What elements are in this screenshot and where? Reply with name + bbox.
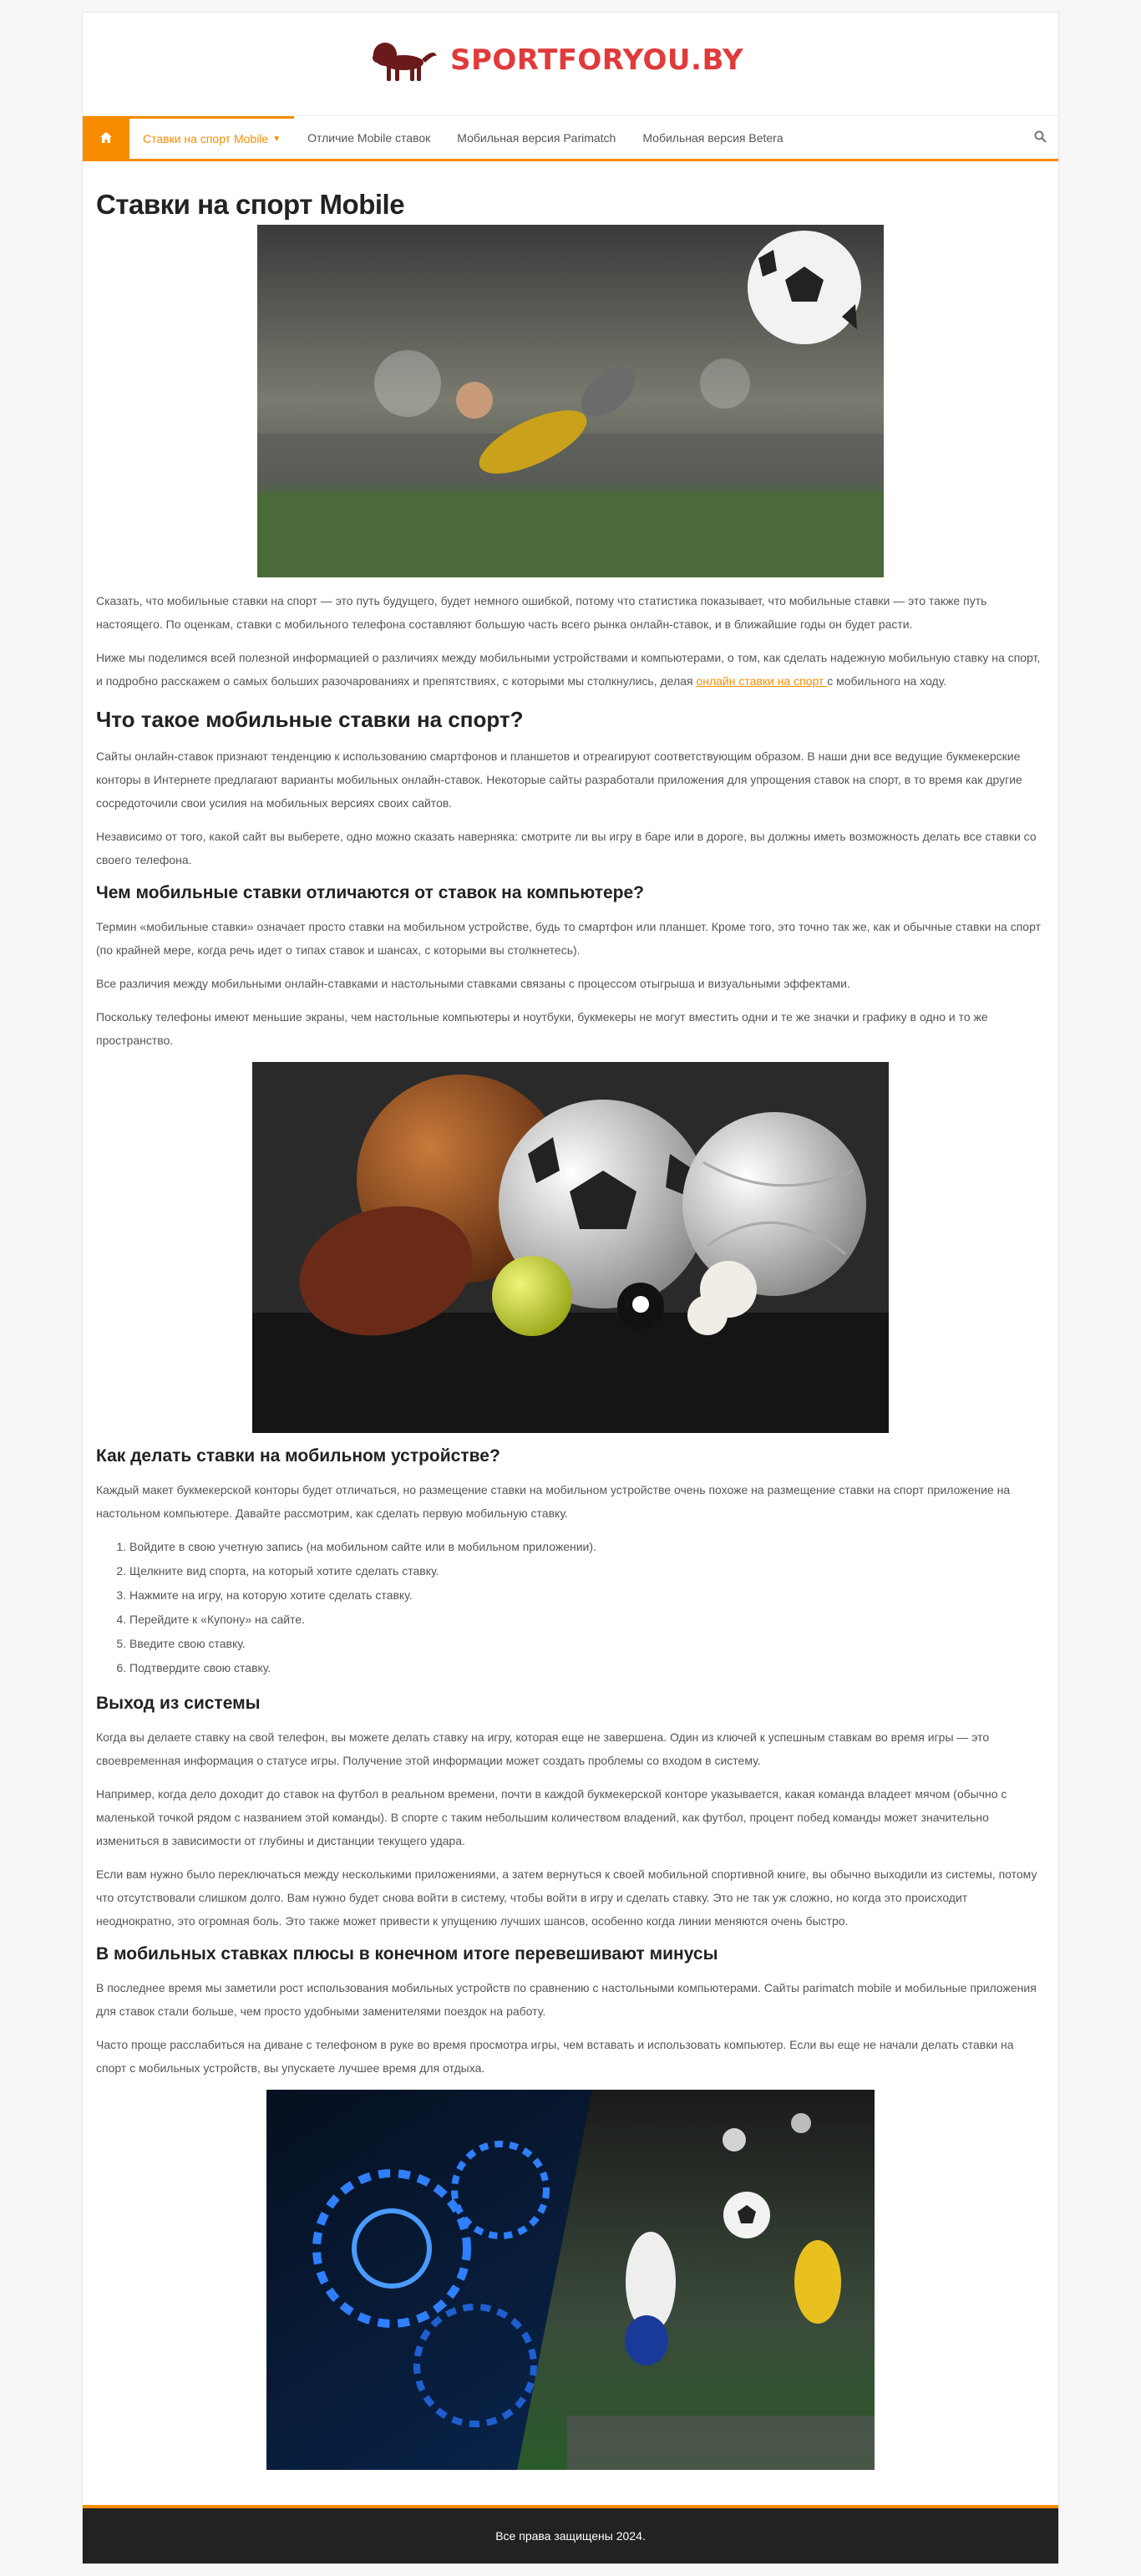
lion-icon [367, 36, 440, 84]
nav-home-button[interactable] [83, 116, 129, 159]
paragraph: Каждый макет букмекерской конторы будет отличаться, но размещение ставки на мобильном устройстве очень похоже на размещение ставки на спорт приложение на настольном компьютере. Давайте рассмотрим, как сделать первую мобильную ставку. [96, 1483, 1011, 1520]
site-footer [83, 2505, 1058, 2563]
paragraph [96, 646, 1045, 693]
page-container [82, 12, 1059, 2564]
paragraph: Термин «мобильные ставки» означает просто ставки на мобильном устройстве, будь то смартфон или планшет. Кроме того, это точно так же, как и обычные ставки на спорт (по крайней мере, когда речь идет о типах ставок и шансах, с которыми вы столкнетесь). [96, 920, 1041, 957]
section-heading: В мобильных ставках плюсы в конечном итоге перевешивают минусы [96, 1944, 718, 1964]
nav-search-button[interactable] [1034, 130, 1047, 147]
list-item: 2. Щелкните вид спорта, на который хотите сделать ставку. [129, 1559, 1045, 1583]
chevron-down-icon: ▼ [272, 134, 281, 144]
online-bets-link[interactable]: онлайн ставки на спорт [696, 674, 828, 688]
site-logo[interactable] [367, 36, 743, 84]
list-item: 6. Подтвердите свою ставку. [129, 1656, 1045, 1680]
paragraph: Часто проще расслабиться на диване с телефоном в руке во время просмотра игры, чем вставать и использовать компьютер. Если вы еще не начали делать ставки на спорт с мобильных устройств, вы упускаете лучшее время для отдыха. [96, 2038, 1014, 2075]
steps-list [129, 1535, 1045, 1680]
paragraph-text: Ниже мы поделимся всей полезной информацией о различиях между мобильными устройствами и компьютерами, о том, как сделать надежную мобильную ставку на спорт, и подробно расскажем о самых больших разочарованиях и препятствиях, с которыми мы столкнулись, делая [96, 651, 1041, 688]
nav-item-otlichie[interactable] [294, 116, 444, 159]
paragraph: Когда вы делаете ставку на свой телефон, вы можете делать ставку на игру, которая еще не завершена. Один из ключей к успешным ставкам во время игры — это своевременная информация о статусе игры. Получение этой информации может создать проблемы со входом в систему. [96, 1730, 990, 1767]
section-heading: Чем мобильные ставки отличаются от ставок на компьютере? [96, 883, 644, 902]
list-item: 1. Войдите в свою учетную запись (на мобильном сайте или в мобильном приложении). [129, 1535, 1045, 1559]
section-heading: Как делать ставки на мобильном устройстве? [96, 1446, 500, 1466]
logo-text: SPORTFORYOU.BY [450, 43, 744, 77]
paragraph-text: с мобильного на ходу. [827, 674, 947, 688]
page-title: Ставки на спорт Mobile [96, 189, 405, 220]
nav-item-label: Мобильная версия Parimatch [457, 130, 616, 145]
paragraph: Например, когда дело доходит до ставок на футбол в реальном времени, почти в каждой букмекерской конторе указывается, какая команда владеет мячом (обычно с маленькой точкой рядом с названием этой команды). В спорте с таким небольшим количеством владений, как футбол, процент побед команды может значительно измениться в зависимости от глубины и дистанции текущего удара. [96, 1787, 1007, 1847]
main-nav [83, 116, 1058, 161]
home-icon [100, 132, 112, 143]
nav-item-stavki-mobile[interactable] [129, 116, 294, 159]
paragraph: Все различия между мобильными онлайн-ставками и настольными ставками связаны с процессом отыгрыша и визуальными эффектами. [96, 977, 850, 990]
list-item: 3. Нажмите на игру, на которую хотите сделать ставку. [129, 1583, 1045, 1608]
paragraph: Независимо от того, какой сайт вы выберете, одно можно сказать наверняка: смотрите ли вы игру в баре или в дороге, вы должны иметь возможность делать все ставки со своего телефона. [96, 830, 1037, 866]
nav-item-parimatch[interactable] [444, 116, 629, 159]
nav-item-label: Ставки на спорт Mobile [143, 132, 269, 145]
nav-item-label: Отличие Mobile ставок [307, 130, 431, 145]
paragraph: Поскольку телефоны имеют меньшие экраны, чем настольные компьютеры и ноутбуки, букмекеры не могут вместить одни и те же значки и графику в одно и то же пространство. [96, 1010, 988, 1047]
section-heading: Выход из системы [96, 1694, 261, 1713]
paragraph: Сайты онлайн-ставок признают тенденцию к использованию смартфонов и планшетов и отреагируют соответствующим образом. В наши дни все ведущие букмекерские конторы в Интернете предлагают варианты мобильных онлайн-ставок. Некоторые сайты разработали приложения для упрощения ставок на спорт, в то время как другие сосредоточили свои усилия на мобильных версиях своих сайтов. [96, 749, 1022, 810]
site-header [83, 13, 1058, 116]
search-icon [1034, 130, 1047, 143]
list-item: 4. Перейдите к «Купону» на сайте. [129, 1608, 1045, 1632]
list-item: 5. Введите свою ставку. [129, 1632, 1045, 1656]
paragraph: В последнее время мы заметили рост использования мобильных устройств по сравнению с настольными компьютерами. Сайты parimatch mobile и мобильные приложения для ставок стали больше, чем просто удобными заменителями поездок на работу. [96, 1981, 1037, 2018]
paragraph: Сказать, что мобильные ставки на спорт — это путь будущего, будет немного ошибкой, потому что статистика показывает, что мобильные ставки — это также путь настоящего. По оценкам, ставки с мобильного телефона составляют большую часть всего рынка онлайн-ставок, и в ближайшие годы он будет расти. [96, 594, 987, 631]
article [83, 161, 1058, 2470]
section-heading: Что такое мобильные ставки на спорт? [96, 707, 524, 732]
sports-balls-image [252, 1062, 889, 1433]
nav-item-label: Мобильная версия Betera [642, 130, 783, 145]
paragraph: Если вам нужно было переключаться между несколькими приложениями, а затем вернуться к своей мобильной спортивной книге, вы обычно выходили из системы, потому что отсутствовали слишком долго. Вам нужно будет снова войти в систему, чтобы войти в игру и сделать ставку. Это не так уж сложно, но когда это происходит неоднократно, это огромная боль. Это также может привести к упущению лучших шансов, особенно когда линии меняются очень быстро. [96, 1867, 1037, 1928]
nav-item-betera[interactable] [629, 116, 796, 159]
copyright-text: Все права защищены 2024. [495, 2529, 646, 2543]
goalkeeper-image [257, 225, 884, 577]
digital-football-image [266, 2090, 875, 2470]
